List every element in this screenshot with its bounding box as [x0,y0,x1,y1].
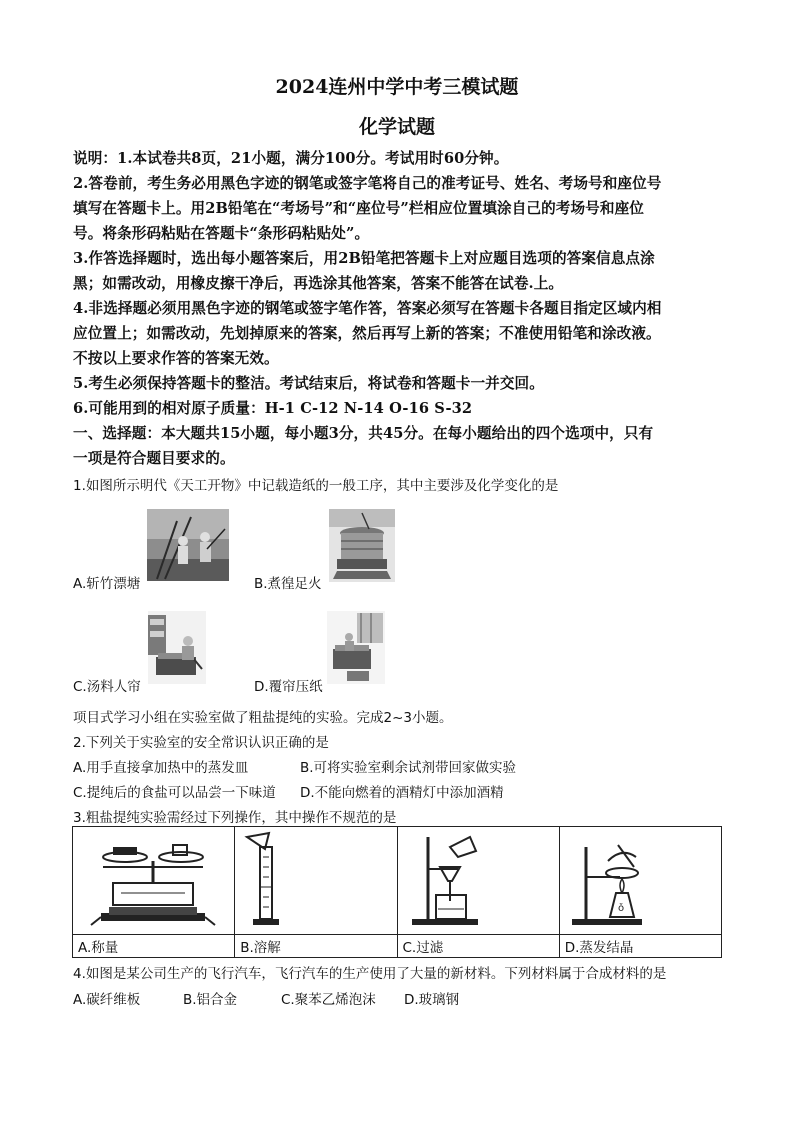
filtration-setup-icon [398,827,558,929]
question-4-option-a: A.碳纤维板 [73,992,141,1008]
lab-operations-table [72,826,722,958]
question-4-option-b: B.铝合金 [183,992,238,1008]
instruction-line: 6.可能用到的相对原子质量：H-1 C-12 N-14 O-16 S-32 [73,400,473,417]
question-4-option-c: C.聚苯乙烯泡沫 [281,992,376,1008]
papermaking-screen-image [148,611,206,684]
question-2-option-c: C.提纯后的食盐可以品尝一下味道 [73,785,276,801]
graduated-cylinder-icon [235,827,395,929]
question-1-option-b: B.煮徨足火 [254,576,322,592]
question-3-option-a: A.称量 [73,935,235,958]
balance-scale-icon [73,827,233,929]
weighing-cell [73,827,235,935]
exam-title: 2024连州中学中考三模试题 [275,76,519,98]
instruction-line: 说明：1.本试卷共8页，21小题，满分100分。考试用时60分钟。 [73,150,509,167]
instruction-line: 不按以上要求作答的答案无效。 [73,350,279,367]
section-heading: 一项是符合题目要求的。 [73,450,235,467]
question-1-option-c: C.汤料人帘 [73,679,141,695]
section-heading: 一、选择题：本大题共15小题，每小题3分，共45分。在每小题给出的四个选项中，只有 [73,425,654,442]
question-4-stem: 4.如图是某公司生产的飞行汽车，飞行汽车的生产使用了大量的新材料。下列材料属于合成材料的是 [73,966,667,982]
question-1-option-d: D.覆帘压纸 [254,679,323,695]
question-1-stem: 1.如图所示明代《天工开物》中记载造纸的一般工序，其中主要涉及化学变化的是 [73,478,559,494]
question-3-stem: 3.粗盐提纯实验需经过下列操作，其中操作不规范的是 [73,810,397,826]
question-2-option-d: D.不能向燃着的酒精灯中添加酒精 [300,785,504,801]
papermaking-press-image [327,611,385,684]
instruction-line: 5.考生必须保持答题卡的整洁。考试结束后，将试卷和答题卡一并交回。 [73,375,544,392]
question-3-option-c: C.过滤 [397,935,559,958]
instruction-line: 号。将条形码粘贴在答题卡“条形码粘贴处”。 [73,225,370,242]
question-3-option-b: B.溶解 [235,935,397,958]
question-2-option-b: B.可将实验室剩余试剂带回家做实验 [300,760,517,776]
question-3-option-d: D.蒸发结晶 [559,935,721,958]
instruction-line: 4.非选择题必须用黑色字迹的钢笔或签字笔作答，答案必须写在答题卡各题目指定区域内相 [73,300,662,317]
question-2-option-a: A.用手直接拿加热中的蒸发皿 [73,760,249,776]
papermaking-boiling-image [329,509,395,582]
question-1-option-a: A.斩竹漂塘 [73,576,141,592]
filtering-cell [397,827,559,935]
exam-subtitle: 化学试题 [358,116,435,138]
instruction-line: 应位置上；如需改动，先划掉原来的答案，然后再写上新的答案；不准使用铅笔和涂改液。 [73,325,661,342]
question-4-option-d: D.玻璃钢 [404,992,460,1008]
svg-text:ǒ: ǒ [617,903,624,914]
papermaking-bamboo-image [147,509,229,581]
instruction-line: 3.作答选择题时，选出每小题答案后，用2B铅笔把答题卡上对应题目选项的答案信息点涂 [73,250,655,267]
question-2-stem: 2.下列关于实验室的安全常识认识正确的是 [73,735,329,751]
intro-questions-2-3: 项目式学习小组在实验室做了粗盐提纯的实验。完成2~3小题。 [73,710,453,726]
instruction-line: 填写在答题卡上。用2B铅笔在“考场号”和“座位号”栏相应位置填涂自己的考场号和座位 [73,200,644,217]
evaporation-setup-icon [560,827,720,929]
dissolving-cell [235,827,397,935]
instruction-line: 2.答卷前，考生务必用黑色字迹的钢笔或签字笔将自己的准考证号、姓名、考场号和座位号 [73,175,662,192]
evaporating-cell [559,827,721,935]
instruction-line: 黑；如需改动，用橡皮擦干净后，再选涂其他答案，答案不能答在试卷.上。 [73,275,564,292]
